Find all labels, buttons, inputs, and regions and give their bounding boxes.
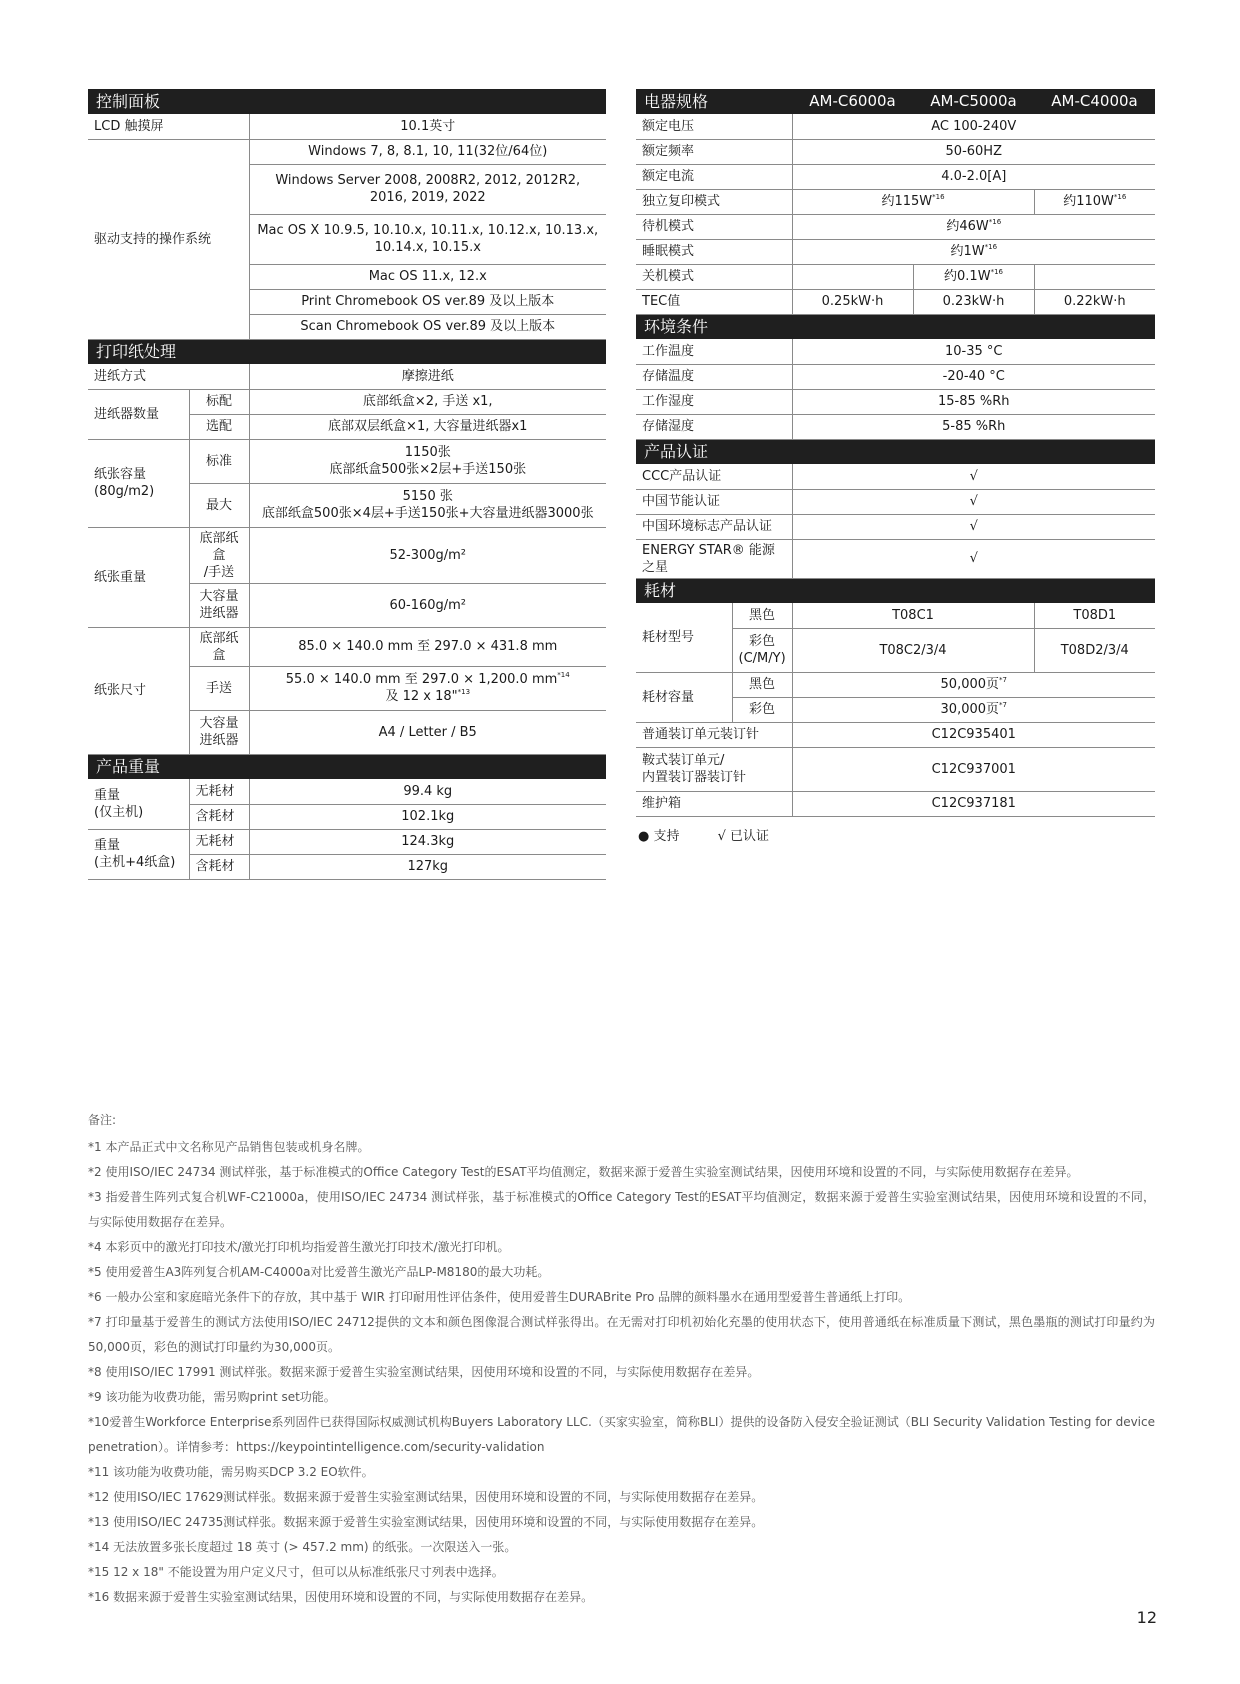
footnote-ref: *16 — [1113, 193, 1127, 201]
row-sublabel: 底部纸盒 — [189, 627, 249, 666]
row-sublabel — [189, 710, 249, 754]
row-value: 60-160g/m² — [249, 583, 606, 627]
footnote: *16 数据来源于爱普生实验室测试结果，因使用环境和设置的不同，与实际使用数据存在差异。 — [88, 1590, 594, 1604]
table-row — [88, 364, 606, 389]
value-text: 30,000页 — [940, 702, 1000, 717]
model-heading: AM-C6000a — [792, 89, 913, 114]
table-row — [636, 539, 1155, 578]
row-value: Mac OS X 10.9.5, 10.10.x, 10.11.x, 10.12.x, 10.13.x, 10.14.x, 10.15.x — [249, 214, 606, 264]
row-value: 摩擦进纸 — [249, 364, 606, 389]
row-label: 耗材容量 — [636, 672, 732, 722]
page-number: 12 — [1136, 1608, 1157, 1627]
model-heading: AM-C5000a — [913, 89, 1034, 114]
legend-support: ● 支持 — [638, 828, 680, 844]
footnote: *7 打印量基于爱普生的测试方法使用ISO/IEC 24712提供的文本和颜色图像混合测试样张得出。在无需对打印机初始化充墨的使用状态下，使用普通纸在标准质量下测试，黑色墨瓶的测试打印量约为50,000页，彩色的测试打印量约为30,000页。 — [88, 1315, 1155, 1354]
footnote: *2 使用ISO/IEC 24734 测试样张，基于标准模式的Office Category Test的ESAT平均值测定，数据来源于爱普生实验室测试结果，因使用环境和设置的不同，与实际使用数据存在差异。 — [88, 1165, 1079, 1179]
product-weight-header — [88, 754, 606, 779]
footnote-ref: *16 — [984, 243, 998, 251]
row-value: T08D1 — [1034, 603, 1155, 628]
footnote: *13 使用ISO/IEC 24735测试样张。数据来源于爱普生实验室测试结果，因使用环境和设置的不同，与实际使用数据存在差异。 — [88, 1515, 764, 1529]
row-value: 10-35 °C — [792, 339, 1155, 364]
row-label: 普通装订单元装订针 — [636, 722, 792, 747]
table-row — [636, 214, 1155, 239]
row-label: 进纸器数量 — [88, 389, 189, 439]
table-row — [636, 603, 1155, 628]
value-line — [256, 671, 601, 688]
row-value: 50-60HZ — [792, 139, 1155, 164]
row-value: 0.23kW·h — [913, 289, 1034, 314]
section-title: 环境条件 — [636, 314, 1155, 339]
row-label: 待机模式 — [636, 214, 792, 239]
section-title: 产品重量 — [88, 754, 606, 779]
footnote: *8 使用ISO/IEC 17991 测试样张。数据来源于爱普生实验室测试结果，因使用环境和设置的不同，与实际使用数据存在差异。 — [88, 1365, 760, 1379]
label-line: 内置装订器装订针 — [642, 770, 747, 785]
label-line: 鞍式装订单元/ — [642, 753, 725, 768]
footnote-ref: *16 — [932, 193, 945, 201]
control-panel-header — [88, 89, 606, 114]
table-row — [636, 414, 1155, 439]
table-row — [636, 189, 1155, 214]
table-row — [88, 114, 606, 139]
label-line: 重量 — [94, 838, 121, 853]
right-spec-table — [636, 89, 1155, 817]
row-value — [913, 264, 1034, 289]
row-sublabel: 手送 — [189, 666, 249, 710]
section-title: 电器规格 — [636, 89, 792, 114]
table-row — [636, 514, 1155, 539]
row-label: 耗材型号 — [636, 603, 732, 672]
paper-handling-header — [88, 339, 606, 364]
row-value: √ — [792, 539, 1155, 578]
footnote: *11 该功能为收费功能，需另购买DCP 3.2 EO软件。 — [88, 1465, 374, 1479]
row-label: CCC产品认证 — [636, 464, 792, 489]
value-text: 约110W — [1063, 194, 1114, 209]
row-value: AC 100-240V — [792, 114, 1155, 139]
table-row — [636, 364, 1155, 389]
label-line: (80g/m2) — [94, 484, 155, 499]
footnote: *9 该功能为收费功能，需另购print set功能。 — [88, 1390, 336, 1404]
row-label — [636, 747, 792, 791]
row-sublabel: 黑色 — [732, 603, 792, 628]
empty-cell — [792, 264, 913, 289]
row-label: 中国节能认证 — [636, 489, 792, 514]
table-row — [636, 747, 1155, 791]
row-label: 额定电压 — [636, 114, 792, 139]
electrical-header — [636, 89, 1155, 114]
row-label: 额定电流 — [636, 164, 792, 189]
row-value: 4.0-2.0[A] — [792, 164, 1155, 189]
footnote-ref: *14 — [557, 671, 570, 679]
row-value — [792, 189, 1034, 214]
value-line — [256, 688, 601, 705]
legend — [636, 825, 1155, 844]
label-line: 底部纸盒 — [199, 530, 239, 563]
row-value: √ — [792, 514, 1155, 539]
row-sublabel: 无耗材 — [189, 779, 249, 804]
model-heading: AM-C4000a — [1034, 89, 1155, 114]
label-line: (仅主机) — [94, 804, 144, 820]
row-value: 127kg — [249, 854, 606, 879]
label-line: 彩色 — [749, 634, 776, 649]
row-label: 维护箱 — [636, 791, 792, 816]
footnote-ref: *7 — [999, 676, 1007, 684]
row-value: 85.0 × 140.0 mm 至 297.0 × 431.8 mm — [249, 627, 606, 666]
footnotes — [88, 1108, 1155, 1610]
table-row — [636, 339, 1155, 364]
footnote-ref: *16 — [988, 218, 1002, 226]
table-row — [88, 779, 606, 804]
row-value: 124.3kg — [249, 829, 606, 854]
table-row — [636, 722, 1155, 747]
value-line: 底部纸盒500张×4层+手送150张+大容量进纸器3000张 — [261, 506, 594, 521]
footnote-ref: *7 — [999, 701, 1007, 709]
section-title: 打印纸处理 — [88, 339, 606, 364]
label-line: 进纸器 — [199, 733, 239, 748]
row-label — [88, 439, 189, 527]
row-value: A4 / Letter / B5 — [249, 710, 606, 754]
notes-title: 备注: — [88, 1113, 117, 1127]
table-row — [636, 239, 1155, 264]
legend-certified: √ 已认证 — [717, 828, 770, 844]
footnote: *12 使用ISO/IEC 17629测试样张。数据来源于爱普生实验室测试结果，因使用环境和设置的不同，与实际使用数据存在差异。 — [88, 1490, 764, 1504]
certification-header — [636, 439, 1155, 464]
row-value: -20-40 °C — [792, 364, 1155, 389]
row-value — [792, 697, 1155, 722]
row-value: 底部纸盒×2, 手送 x1, — [249, 389, 606, 414]
value-text: 约115W — [881, 194, 933, 209]
table-row — [88, 527, 606, 583]
row-label: 工作湿度 — [636, 389, 792, 414]
footnote-ref: *13 — [457, 688, 471, 696]
row-label — [88, 779, 189, 829]
row-sublabel: 含耗材 — [189, 854, 249, 879]
row-value — [249, 483, 606, 527]
row-value: Windows 7, 8, 8.1, 10, 11(32位/64位) — [249, 139, 606, 164]
table-row — [636, 672, 1155, 697]
row-value: Print Chromebook OS ver.89 及以上版本 — [249, 289, 606, 314]
row-value: 10.1英寸 — [249, 114, 606, 139]
row-label: 额定频率 — [636, 139, 792, 164]
row-value: 99.4 kg — [249, 779, 606, 804]
row-label: ENERGY STAR® 能源之星 — [636, 539, 792, 578]
row-label: 独立复印模式 — [636, 189, 792, 214]
row-sublabel — [732, 628, 792, 672]
value-line: 5150 张 — [402, 489, 453, 504]
table-row — [636, 464, 1155, 489]
consumables-header — [636, 578, 1155, 603]
table-row — [88, 829, 606, 854]
value-line: 底部纸盒500张×2层+手送150张 — [329, 462, 527, 477]
footnote: *15 12 x 18" 不能设置为用户定义尺寸，但可以从标准纸张尺寸列表中选择。 — [88, 1565, 504, 1579]
row-value: T08C2/3/4 — [792, 628, 1034, 672]
row-value — [1034, 189, 1155, 214]
row-sublabel: 黑色 — [732, 672, 792, 697]
table-row — [636, 489, 1155, 514]
row-label: 中国环境标志产品认证 — [636, 514, 792, 539]
label-line: (C/M/Y) — [738, 651, 786, 666]
row-sublabel: 标配 — [189, 389, 249, 414]
value-text: 55.0 × 140.0 mm 至 297.0 × 1,200.0 mm — [285, 672, 558, 687]
row-value: T08C1 — [792, 603, 1034, 628]
row-sublabel: 无耗材 — [189, 829, 249, 854]
section-title: 控制面板 — [88, 89, 606, 114]
footnote: *10爱普生Workforce Enterprise系列固件已获得国际权威测试机构Buyers Laboratory LLC.（买家实验室，简称BLI）提供的设备防入侵安全验证测试（BLI Security Validation Testing for device penetration）。详情参考：https://keypointintelligence.com/security-validation — [88, 1415, 1155, 1454]
footnote: *4 本彩页中的激光打印技术/激光打印机均指爱普生激光打印技术/激光打印机。 — [88, 1240, 510, 1254]
row-sublabel: 标准 — [189, 439, 249, 483]
footnote: *14 无法放置多张长度超过 18 英寸 (> 457.2 mm) 的纸张。一次限送入一张。 — [88, 1540, 517, 1554]
row-value — [792, 239, 1155, 264]
label-line: (主机+4纸盒) — [94, 855, 176, 870]
footnote: *6 一般办公室和家庭暗光条件下的存放，其中基于 WIR 打印耐用性评估条件，使用爱普生DURABrite Pro 品牌的颜料墨水在通用型爱普生普通纸上打印。 — [88, 1290, 911, 1304]
row-value: √ — [792, 489, 1155, 514]
footnote-ref: *16 — [990, 268, 1003, 276]
label-line: 大容量 — [199, 589, 239, 604]
row-label: 睡眠模式 — [636, 239, 792, 264]
row-value: C12C937181 — [792, 791, 1155, 816]
footnote: *1 本产品正式中文名称见产品销售包装或机身名牌。 — [88, 1140, 370, 1154]
row-label: 存储湿度 — [636, 414, 792, 439]
row-sublabel: 含耗材 — [189, 804, 249, 829]
section-title: 耗材 — [636, 578, 1155, 603]
environment-header — [636, 314, 1155, 339]
label-line: 进纸器 — [199, 606, 239, 621]
row-label: TEC值 — [636, 289, 792, 314]
row-value: Mac OS 11.x, 12.x — [249, 264, 606, 289]
value-text: 约46W — [946, 219, 989, 234]
left-spec-column — [88, 89, 606, 880]
value-text: 约1W — [950, 244, 985, 259]
row-value — [249, 666, 606, 710]
label-line: 大容量 — [199, 716, 239, 731]
label-line: /手送 — [203, 564, 235, 580]
row-value: 102.1kg — [249, 804, 606, 829]
section-title: 产品认证 — [636, 439, 1155, 464]
row-label: 存储温度 — [636, 364, 792, 389]
row-value — [792, 214, 1155, 239]
row-value: 0.25kW·h — [792, 289, 913, 314]
row-value: C12C935401 — [792, 722, 1155, 747]
table-row — [636, 389, 1155, 414]
value-text: 约0.1W — [944, 269, 991, 284]
value-text: 及 12 x 18" — [385, 689, 458, 704]
footnote: *5 使用爱普生A3阵列复合机AM-C4000a对比爱普生激光产品LP-M8180的最大功耗。 — [88, 1265, 550, 1279]
table-row — [636, 139, 1155, 164]
right-spec-column — [636, 89, 1155, 844]
table-row — [636, 264, 1155, 289]
row-label: 关机模式 — [636, 264, 792, 289]
empty-cell — [1034, 264, 1155, 289]
label-line: 纸张容量 — [94, 467, 147, 482]
row-sublabel: 选配 — [189, 414, 249, 439]
row-sublabel — [189, 527, 249, 583]
row-label — [88, 829, 189, 879]
table-row — [636, 114, 1155, 139]
row-label: 纸张尺寸 — [88, 627, 189, 754]
row-value: 52-300g/m² — [249, 527, 606, 583]
row-label: 进纸方式 — [88, 364, 249, 389]
value-text: 50,000页 — [940, 677, 1000, 692]
row-value: 5-85 %Rh — [792, 414, 1155, 439]
row-value — [792, 672, 1155, 697]
table-row — [88, 389, 606, 414]
table-row — [88, 627, 606, 666]
value-line: 1150张 — [404, 445, 451, 460]
row-value: Windows Server 2008, 2008R2, 2012, 2012R2, 2016, 2019, 2022 — [249, 164, 606, 214]
row-value: C12C937001 — [792, 747, 1155, 791]
row-value: T08D2/3/4 — [1034, 628, 1155, 672]
row-sublabel: 彩色 — [732, 697, 792, 722]
row-label: 纸张重量 — [88, 527, 189, 627]
table-row — [88, 139, 606, 164]
row-label: LCD 触摸屏 — [88, 114, 249, 139]
footnote: *3 指爱普生阵列式复合机WF-C21000a，使用ISO/IEC 24734 测试样张，基于标准模式的Office Category Test的ESAT平均值测定，数据来源于爱普生实验室测试结果，因使用环境和设置的不同，与实际使用数据存在差异。 — [88, 1190, 1155, 1229]
row-value: Scan Chromebook OS ver.89 及以上版本 — [249, 314, 606, 339]
table-row — [636, 791, 1155, 816]
row-value: 0.22kW·h — [1034, 289, 1155, 314]
row-label: 工作温度 — [636, 339, 792, 364]
table-row — [88, 439, 606, 483]
left-spec-table — [88, 89, 606, 880]
row-sublabel: 最大 — [189, 483, 249, 527]
table-row — [636, 289, 1155, 314]
row-label: 驱动支持的操作系统 — [88, 139, 249, 339]
row-value: √ — [792, 464, 1155, 489]
row-sublabel — [189, 583, 249, 627]
row-value — [249, 439, 606, 483]
row-value: 15-85 %Rh — [792, 389, 1155, 414]
row-value: 底部双层纸盒×1, 大容量进纸器x1 — [249, 414, 606, 439]
table-row — [636, 164, 1155, 189]
label-line: 重量 — [94, 787, 121, 803]
